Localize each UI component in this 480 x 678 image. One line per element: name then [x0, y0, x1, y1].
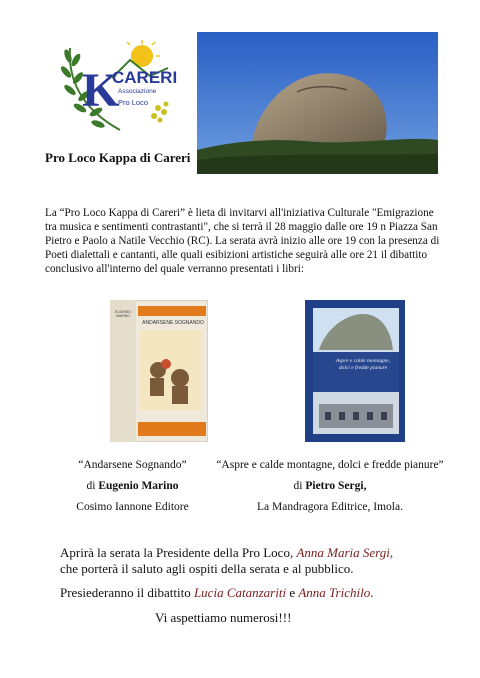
book2-publisher: La Mandragora Editrice, Imola. — [257, 501, 403, 513]
book1-cover-title: ANDARSENE SOGNANDO — [142, 320, 204, 326]
president-name: Anna Maria Sergi, — [296, 545, 394, 560]
logo-line1: Associazione — [118, 88, 157, 95]
book1-by: di — [86, 480, 96, 492]
book2-title: “Aspre e calde montagne, dolci e fredde pianure” — [216, 459, 444, 471]
moderator-name-2: Anna Trichilo — [298, 585, 371, 600]
book2-by: di — [293, 480, 303, 492]
book2-author: Pietro Sergi, — [305, 480, 367, 492]
closing-line1-cont: che porterà il saluto agli ospiti della serata e al pubblico. — [60, 561, 354, 576]
book1-author-line — [55, 480, 210, 492]
pro-loco-logo — [50, 38, 180, 138]
book1-publisher: Cosimo Iannone Editore — [76, 501, 189, 513]
book1-author: Eugenio Marino — [98, 480, 179, 492]
intro-paragraph: La “Pro Loco Kappa di Careri” è lieta di invitarvi all'iniziativa Culturale "Emigrazione tra musica e sentimenti contrastanti", che si terrà il 28 maggio dalle ore 19 n Piazza San Pietro e Paolo a Natile Vecchio (RC). La serata avrà inizio alle ore 19 con la presenza di Poeti dialettali e cantanti, alle quali esibizioni artistiche seguirà alle ore 21 il dibattito conclusivo all'interno del quale verranno presentati i libri: — [45, 207, 440, 275]
closing-invite: Vi aspettiamo numerosi!!! — [155, 610, 292, 625]
book1-title: “Andarsene Sognando” — [78, 459, 187, 471]
svg-text:K: K — [82, 64, 120, 117]
book-cover-andarsene-sognando — [110, 300, 208, 442]
book1-cover-author: EUGENIO MARINO — [114, 310, 132, 318]
moderator-name-1: Lucia Catanzariti — [193, 585, 287, 600]
closing-paragraph-1 — [60, 545, 460, 577]
logo-graphic — [50, 38, 180, 138]
closing-line2-conj: e — [289, 585, 296, 600]
logo-line2: Pro Loco — [118, 98, 149, 107]
closing-line1-text: Aprirà la serata la Presidente della Pro Loco, — [60, 545, 294, 560]
book-cover-aspre-e-calde — [305, 300, 405, 442]
mountain-photo — [197, 32, 438, 174]
closing-paragraph-2 — [60, 585, 460, 601]
book2-author-line — [210, 480, 450, 492]
book2-cover-title: Aspre e calde montagne, dolci e fredde pianure — [335, 358, 391, 371]
page-title: Pro Loco Kappa di Careri — [45, 150, 191, 165]
closing-line2-end: . — [370, 585, 374, 600]
closing-line2-text: Presiederanno il dibattito — [60, 585, 191, 600]
logo-name: CARERI — [112, 68, 178, 87]
